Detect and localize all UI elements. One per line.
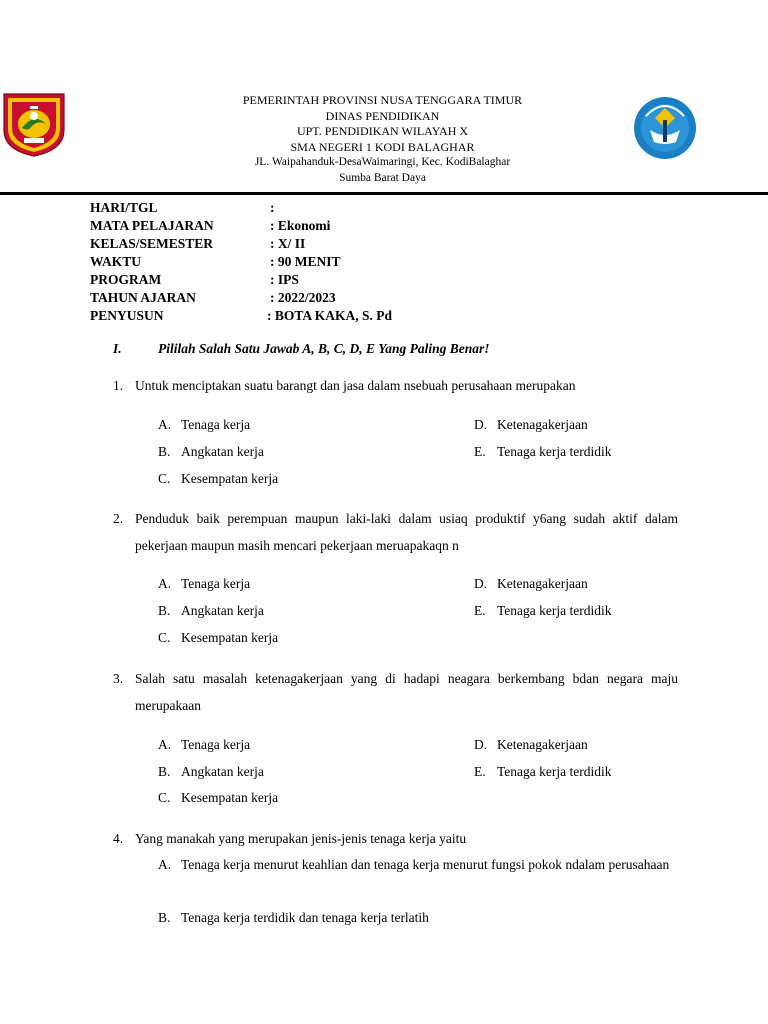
info-label: WAKTU [90,254,142,269]
option-text: Tenaga kerja [181,737,251,752]
info-row [90,253,510,271]
info-label: PROGRAM [90,272,162,287]
info-row [90,235,510,253]
header-divider [0,192,768,195]
option-text: Tenaga kerja terdidik [497,603,612,618]
option-text: Ketenagakerjaan [497,737,588,752]
option-text: Angkatan kerja [181,444,264,459]
info-row [90,271,510,289]
option-letter: A. [158,417,172,432]
tut-wuri-handayani-icon [632,94,698,162]
question-number: 3. [113,671,124,686]
option-letter: C. [158,471,171,486]
option-text: Tenaga kerja terdidik dan tenaga kerja terlatih [181,910,429,925]
header-line-school: SMA NEGERI 1 KODI BALAGHAR [290,139,475,154]
header-line-government: PEMERINTAH PROVINSI NUSA TENGGARA TIMUR [242,93,523,107]
option-text: Tenaga kerja menurut keahlian dan tenaga kerja menurut fungsi pokok ndalam perusahaan [181,857,670,872]
option-text: Angkatan kerja [181,603,264,618]
question-text: Penduduk baik perempuan maupun laki-laki dalam usiaq produktif y6ang sudah aktif dalam pekerjaan maupun masih mencari pekerjaan meruapakaqn n [135,511,678,553]
option-text: Tenaga kerja terdidik [497,444,612,459]
info-value: : BOTA KAKA, S. Pd [267,308,393,323]
option-letter: C. [158,630,171,645]
option-text: Tenaga kerja [181,576,251,591]
option-letter: D. [474,417,488,432]
option-letter: D. [474,737,488,752]
provincial-crest-icon [2,92,66,158]
option-letter: B. [158,444,171,459]
info-row [90,307,510,325]
instruction-number: I. [113,341,122,356]
info-value: : X/ II [270,236,306,251]
info-label: MATA PELAJARAN [90,218,214,233]
question-text: Untuk menciptakan suatu barangt dan jasa dalam nsebuah perusahaan merupakan [135,378,576,393]
info-label: PENYUSUN [90,308,164,323]
option-text: Ketenagakerjaan [497,576,588,591]
option-letter: E. [474,444,486,459]
info-label: HARI/TGL [90,200,158,215]
info-label: TAHUN AJARAN [90,290,196,305]
exam-info [90,199,510,325]
option-letter: A. [158,857,172,872]
info-row [90,289,510,307]
option-letter: A. [158,576,172,591]
option-text: Kesempatan kerja [181,790,279,805]
question-text: Salah satu masalah ketenagakerjaan yang di hadapi neagara berkembang bdan negara maju merupakaan [135,671,678,713]
header-address: JL. Waipahanduk-DesaWaimaringi, Kec. KodiBalaghar [254,156,511,168]
option-letter: A. [158,737,172,752]
header-line-agency: DINAS PENDIDIKAN [325,108,440,123]
instruction-text: Pililah Salah Satu Jawab A, B, C, D, E Yang Paling Benar! [158,341,490,356]
info-value: : Ekonomi [270,218,331,233]
option-text: Tenaga kerja terdidik [497,764,612,779]
option-text: Tenaga kerja [181,417,251,432]
option-letter: C. [158,790,171,805]
info-row [90,199,510,217]
question-number: 2. [113,511,124,526]
info-value: : IPS [270,272,299,287]
letterhead [150,93,615,186]
question-number: 1. [113,378,124,393]
option-letter: D. [474,576,488,591]
option-letter: E. [474,603,486,618]
option-text: Ketenagakerjaan [497,417,588,432]
option-letter: B. [158,603,171,618]
option-letter: B. [158,764,171,779]
option-text: Kesempatan kerja [181,630,279,645]
question-text: Yang manakah yang merupakan jenis-jenis tenaga kerja yaitu [135,831,467,846]
header-line-unit: UPT. PENDIDIKAN WILAYAH X [296,124,469,138]
info-value: : 90 MENIT [270,254,341,269]
option-letter: E. [474,764,486,779]
info-row [90,217,510,235]
option-letter: B. [158,910,171,925]
info-value: : 2022/2023 [270,290,336,305]
option-text: Angkatan kerja [181,764,264,779]
option-text: Kesempatan kerja [181,471,279,486]
header-region: Sumba Barat Daya [339,171,426,184]
question-number: 4. [113,831,124,846]
info-label: KELAS/SEMESTER [90,236,214,251]
info-value: : [270,200,275,215]
